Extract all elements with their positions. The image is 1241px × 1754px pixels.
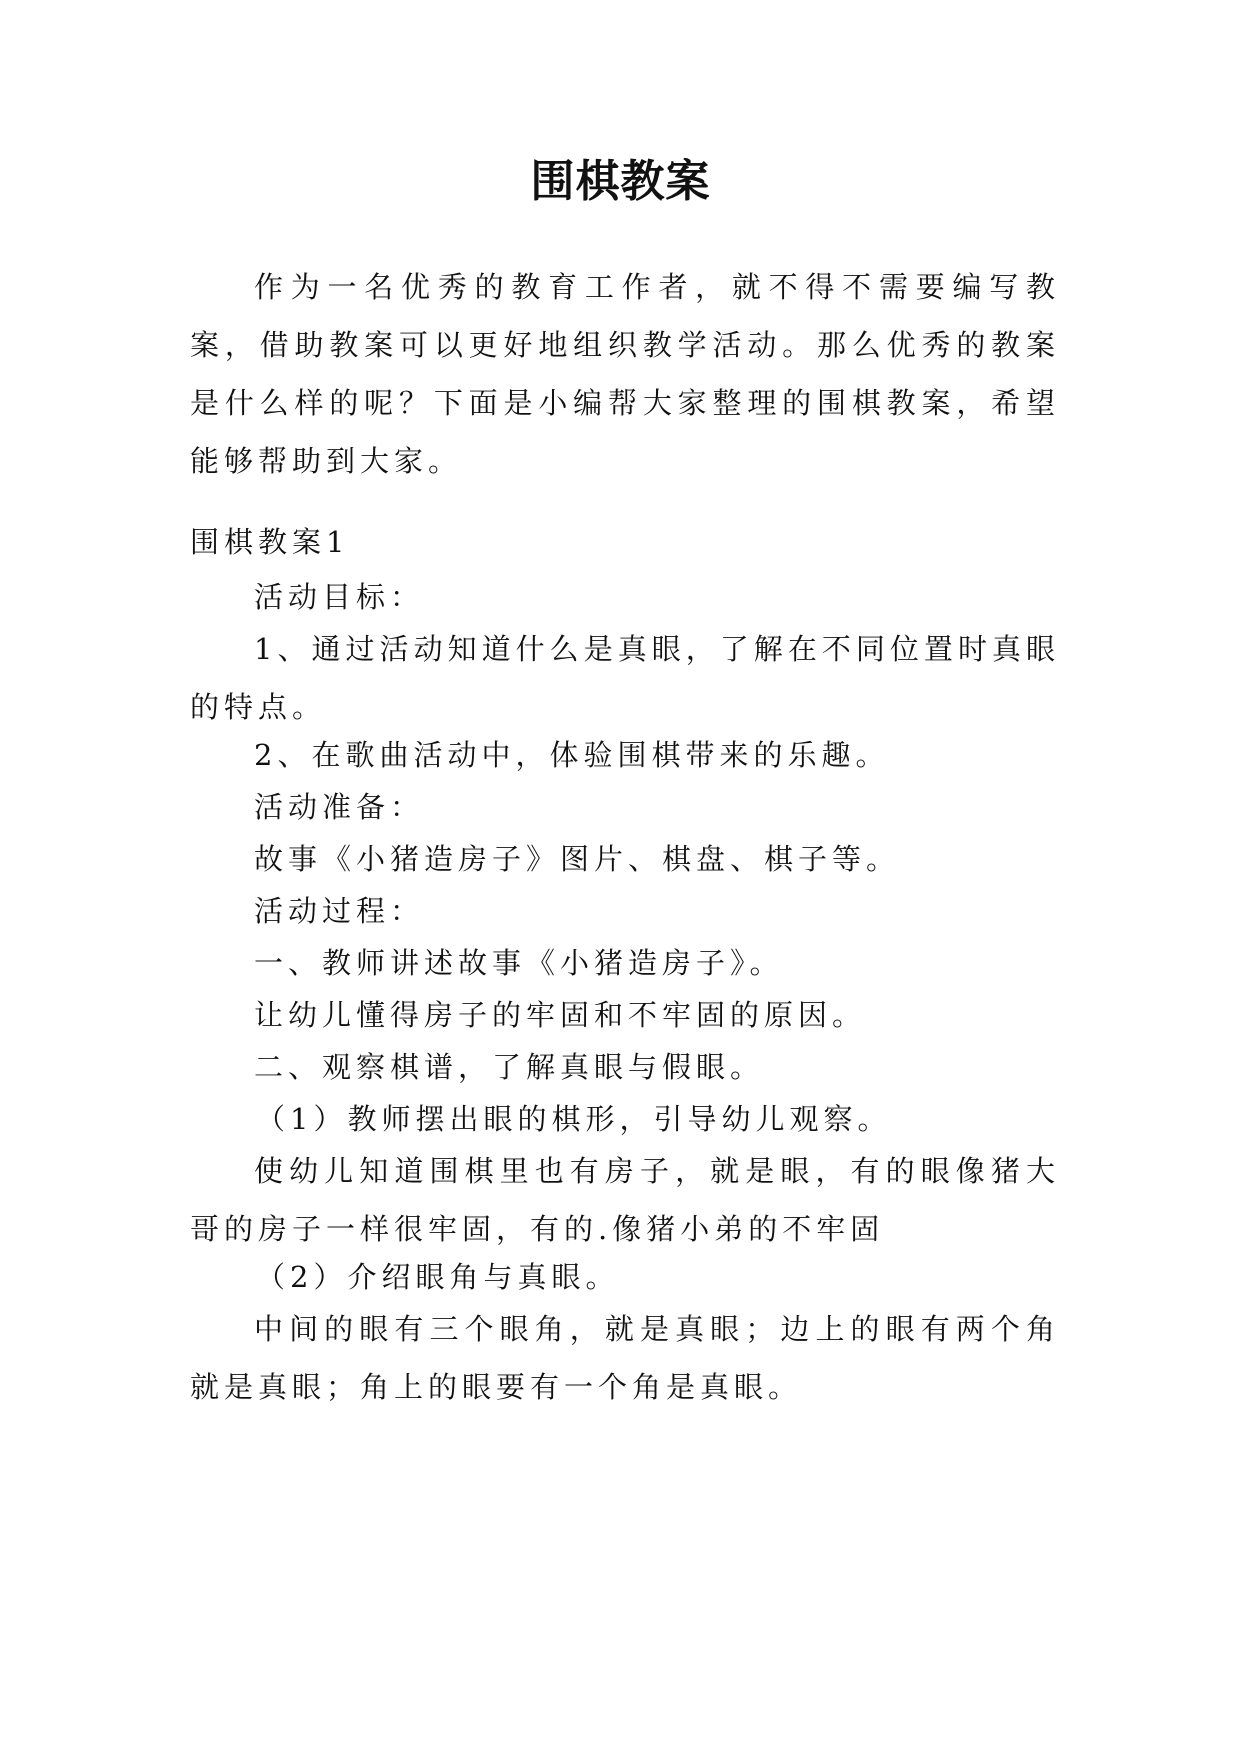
step-2-2-detail: 中间的眼有三个眼角，就是真眼；边上的眼有两个角就是真眼；角上的眼要有一个角是真眼。 — [190, 1312, 1060, 1404]
step-1-detail: 让幼儿懂得房子的牢固和不牢固的原因。 — [254, 998, 867, 1032]
goal-item-2: 2、在歌曲活动中，体验围棋带来的乐趣。 — [254, 738, 890, 772]
document-title: 围棋教案 — [530, 156, 711, 207]
step-2-1: （1）教师摆出眼的棋形，引导幼儿观察。 — [256, 1102, 892, 1136]
step-2: 二、观察棋谱，了解真眼与假眼。 — [254, 1050, 765, 1084]
step-2-2: （2）介绍眼角与真眼。 — [256, 1260, 620, 1294]
intro-paragraph: 作为一名优秀的教育工作者，就不得不需要编写教案，借助教案可以更好地组织教学活动。那么优秀的教案是什么样的呢？下面是小编帮大家整理的围棋教案，希望能够帮助到大家。 — [190, 270, 1060, 478]
prep-text: 故事《小猪造房子》图片、棋盘、棋子等。 — [254, 842, 901, 876]
step-2-1-detail: 使幼儿知道围棋里也有房子，就是眼，有的眼像猪大哥的房子一样很牢固，有的.像猪小弟的不牢固 — [190, 1154, 1060, 1246]
section-heading: 围棋教案1 — [190, 525, 350, 559]
goals-heading: 活动目标： — [254, 580, 425, 614]
prep-heading: 活动准备： — [254, 790, 425, 824]
goal-item-1: 1、通过活动知道什么是真眼，了解在不同位置时真眼的特点。 — [190, 632, 1060, 724]
step-1: 一、教师讲述故事《小猪造房子》。 — [254, 946, 784, 980]
process-heading: 活动过程： — [254, 894, 425, 928]
